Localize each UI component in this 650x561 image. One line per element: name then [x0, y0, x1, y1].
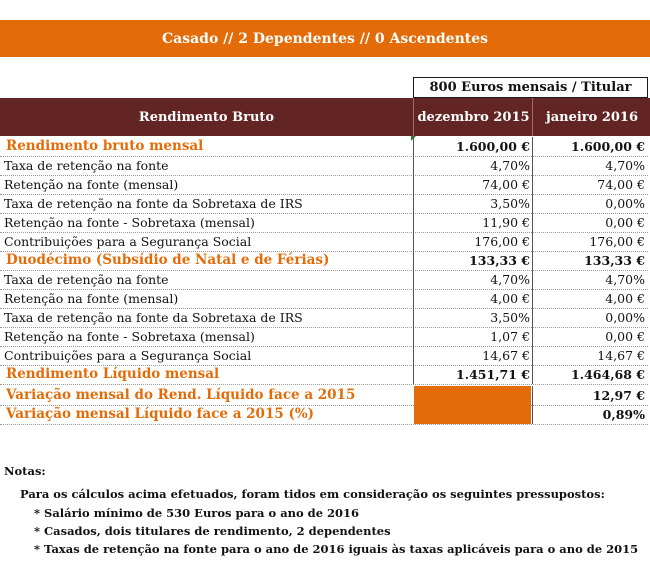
row-label: Rendimento bruto mensal	[6, 138, 204, 154]
table-row	[0, 194, 648, 214]
value-dec-2015: 74,00 €	[413, 175, 533, 194]
row-label: Rendimento Líquido mensal	[6, 366, 220, 382]
value-dec-2015: 1.600,00 €	[413, 137, 533, 156]
table-row	[0, 232, 648, 252]
scenario-banner: Casado // 2 Dependentes // 0 Ascendentes	[0, 20, 650, 57]
notes-title: Notas:	[4, 464, 46, 478]
table-row	[0, 289, 648, 309]
row-label: Contribuições para a Segurança Social	[4, 234, 252, 249]
row-label: Taxa de retenção na fonte	[4, 272, 169, 287]
value-jan-2016: 133,33 €	[532, 251, 649, 270]
table-row	[0, 308, 648, 328]
value-jan-2016: 0,00 €	[532, 327, 649, 346]
value-dec-2015: 4,70%	[413, 156, 533, 175]
header-january-2016: janeiro 2016	[532, 98, 650, 136]
note-item: * Casados, dois titulares de rendimento, 2 dependentes	[34, 524, 391, 538]
table-row	[0, 327, 648, 347]
value-jan-2016: 12,97 €	[532, 386, 649, 405]
note-item: * Salário mínimo de 530 Euros para o ano de 2016	[34, 506, 360, 520]
row-label: Variação mensal do Rend. Líquido face a 2015	[6, 387, 356, 403]
value-jan-2016: 4,00 €	[532, 289, 649, 308]
table-row	[0, 405, 648, 425]
row-label: Taxa de retenção na fonte da Sobretaxa de IRS	[4, 196, 303, 211]
value-jan-2016: 74,00 €	[532, 175, 649, 194]
notes-intro: Para os cálculos acima efetuados, foram tidos em consideração os seguintes pressupostos:	[20, 487, 605, 501]
row-label: Contribuições para a Segurança Social	[4, 348, 252, 363]
table-row	[0, 346, 648, 366]
table-row	[0, 137, 648, 157]
table-row	[0, 213, 648, 233]
value-jan-2016: 0,00%	[532, 194, 649, 213]
value-dec-2015: 176,00 €	[413, 232, 533, 251]
salary-scenario-label: 800 Euros mensais / Titular	[413, 77, 648, 98]
highlight-cell	[414, 405, 531, 424]
value-dec-2015: 3,50%	[413, 308, 533, 327]
row-label: Retenção na fonte - Sobretaxa (mensal)	[4, 215, 255, 230]
table-row	[0, 251, 648, 271]
row-label: Retenção na fonte (mensal)	[4, 177, 179, 192]
value-jan-2016: 4,70%	[532, 156, 649, 175]
row-label: Taxa de retenção na fonte da Sobretaxa de IRS	[4, 310, 303, 325]
value-dec-2015: 1,07 €	[413, 327, 533, 346]
note-item: * Taxas de retenção na fonte para o ano de 2016 iguais às taxas aplicáveis para o ano de 2015	[34, 542, 639, 556]
header-label: Rendimento Bruto	[138, 109, 275, 125]
value-jan-2016: 1.464,68 €	[532, 365, 649, 384]
table-row	[0, 365, 648, 385]
value-dec-2015: 4,70%	[413, 270, 533, 289]
value-jan-2016: 4,70%	[532, 270, 649, 289]
value-dec-2015: 133,33 €	[413, 251, 533, 270]
row-label: Retenção na fonte (mensal)	[4, 291, 179, 306]
table-row	[0, 175, 648, 195]
value-dec-2015: 11,90 €	[413, 213, 533, 232]
table-row	[0, 156, 648, 176]
value-dec-2015: 3,50%	[413, 194, 533, 213]
value-jan-2016: 0,00%	[532, 308, 649, 327]
row-label: Duodécimo (Subsídio de Natal e de Férias)	[6, 252, 330, 268]
table-header	[0, 98, 650, 136]
row-label: Taxa de retenção na fonte	[4, 158, 169, 173]
value-jan-2016: 0,00 €	[532, 213, 649, 232]
value-jan-2016: 14,67 €	[532, 346, 649, 365]
value-jan-2016: 1.600,00 €	[532, 137, 649, 156]
value-dec-2015: 14,67 €	[413, 346, 533, 365]
value-jan-2016: 0,89%	[532, 405, 649, 424]
table-row	[0, 386, 648, 406]
highlight-cell	[414, 386, 531, 405]
value-dec-2015: 4,00 €	[413, 289, 533, 308]
row-label: Retenção na fonte - Sobretaxa (mensal)	[4, 329, 255, 344]
header-december-2015: dezembro 2015	[413, 98, 533, 136]
table-row	[0, 270, 648, 290]
value-jan-2016: 176,00 €	[532, 232, 649, 251]
row-label: Variação mensal Líquido face a 2015 (%)	[6, 406, 315, 422]
value-dec-2015: 1.451,71 €	[413, 365, 533, 384]
